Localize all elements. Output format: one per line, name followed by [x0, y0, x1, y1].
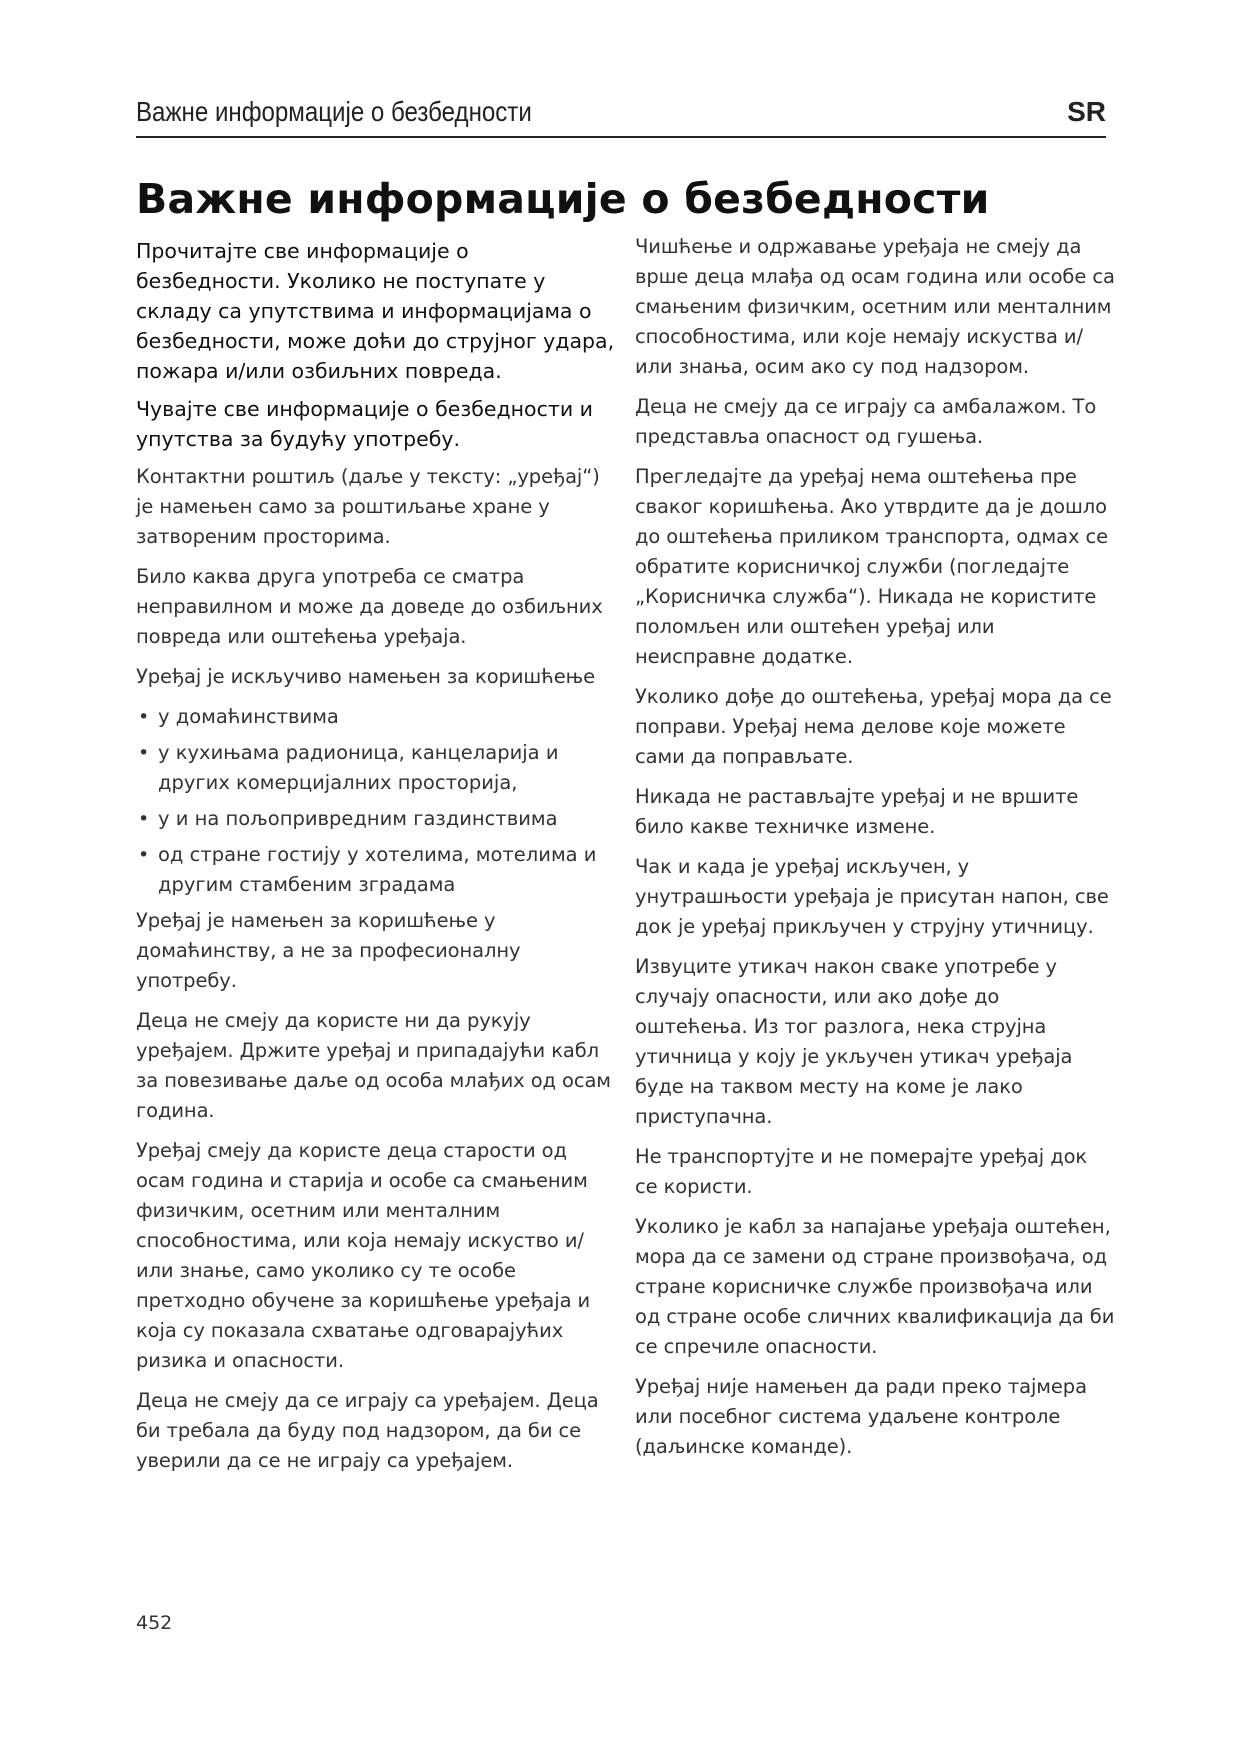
body-paragraph: Контактни роштиљ (даље у тексту: „уређај“) је намењен само за роштиљање хране у затвореним просторима.: [136, 465, 600, 548]
body-paragraph: Извуците утикач након сваке употребе у случају опасности, или ако дође до оштећења. Из тог разлога, нека струјна утичница у коју је укључен утикач уређаја буде на таквом месту на коме је лако приступачна.: [635, 955, 1073, 1128]
intro-paragraph: Прочитајте све информације о безбедности. Уколико не поступате у складу са упутствима и информацијама о безбедности, може доћи до струјног удара, пожара и/или озбиљних повреда.: [136, 239, 615, 383]
body-paragraph: Уређај је искључиво намењен за коришћење: [136, 665, 595, 688]
list-item-text: у домаћинствима: [158, 705, 339, 728]
bullet-icon: •: [138, 706, 150, 728]
list-item: [136, 702, 616, 732]
language-code: SR: [1067, 96, 1106, 127]
intro-paragraph: Чувајте све информације о безбедности и упутства за будућу употребу.: [136, 397, 593, 451]
body-paragraph: Било каква друга употреба се сматра неправилном и може да доведе до озбиљних повреда или оштећења уређаја.: [136, 565, 603, 648]
body-paragraph: Никада не растављајте уређај и не вршите било какве техничке измене.: [635, 785, 1079, 838]
body-paragraph: Уколико дође до оштећења, уређај мора да се поправи. Уређај нема делове које можете сами да поправљате.: [635, 685, 1112, 768]
running-title: Важне информације о безбедности: [136, 96, 532, 127]
bullet-icon: •: [138, 742, 150, 764]
body-paragraph: Чишћење и одржавање уређаја не смеју да врше деца млађа од осам година или особе са смањеним физичким, осетним или менталним способностима, или које немају искуства и/или знања, осим ако су под надзором.: [635, 235, 1115, 378]
body-paragraph: Прегледајте да уређај нема оштећења пре сваког коришћења. Ако утврдите да је дошло до оштећења приликом транспорта, одмах се обратите корисничкој служби (погледајте „Корисничка служба“). Никада не користите поломљен или оштећен уређај или неисправне додатке.: [635, 465, 1109, 668]
body-paragraph: Не транспортујте и не померајте уређај док се користи.: [635, 1145, 1088, 1198]
body-paragraph: Уређај смеју да користе деца старости од осам година и старија и особе са смањеним физичким, осетним или менталним способностима, или која немају искуство и/или знање, само уколико су те особе претходно обучене за коришћење уређаја и која су показала схватање одговарајућих ризика и опасности.: [136, 1139, 591, 1372]
page-number: 452: [136, 1612, 173, 1634]
list-item-text: у и на пољопривредним газдинствима: [158, 807, 558, 830]
right-column: [635, 232, 1115, 1472]
body-paragraph: Чак и када је уређај искључен, у унутрашњости уређаја је присутан напон, све док је уређај прикључен у струјну утичницу.: [635, 855, 1109, 938]
list-item-text: од стране гостију у хотелима, мотелима и другим стамбеним зградама: [158, 843, 597, 896]
body-paragraph: Деца не смеју да користе ни да рукују уређајем. Држите уређај и припадајући кабл за повезивање даље од особа млађих од осам година.: [136, 1009, 611, 1122]
body-paragraph: Уређај није намењен да ради преко тајмера или посебног система удаљене контроле (даљинске команде).: [635, 1375, 1087, 1458]
body-paragraph: Уколико је кабл за напајање уређаја оштећен, мора да се замени од стране произвођача, од стране корисничке службе произвођача или од стране особе сличних квалификација да би се спречиле опасности.: [635, 1215, 1115, 1358]
body-paragraph: Уређај је намењен за коришћење у домаћинству, а не за професионалну употребу.: [136, 909, 521, 992]
usage-list: [136, 702, 616, 900]
left-column: [136, 236, 616, 1486]
page-title: Важне информације о безбедности: [136, 175, 990, 223]
list-item: [136, 840, 616, 900]
list-item-text: у кухињама радионица, канцеларија и других комерцијалних просторија,: [158, 741, 559, 794]
body-paragraph: Деца не смеју да се играју са амбалажом. То представља опасност од гушења.: [635, 395, 1097, 448]
body-paragraph: Деца не смеју да се играју са уређајем. Деца би требала да буду под надзором, да би се уверили да се не играју са уређајем.: [136, 1389, 599, 1472]
list-item: [136, 738, 616, 798]
bullet-icon: •: [138, 844, 150, 866]
running-header: [136, 92, 1106, 138]
list-item: [136, 804, 616, 834]
bullet-icon: •: [138, 808, 150, 830]
